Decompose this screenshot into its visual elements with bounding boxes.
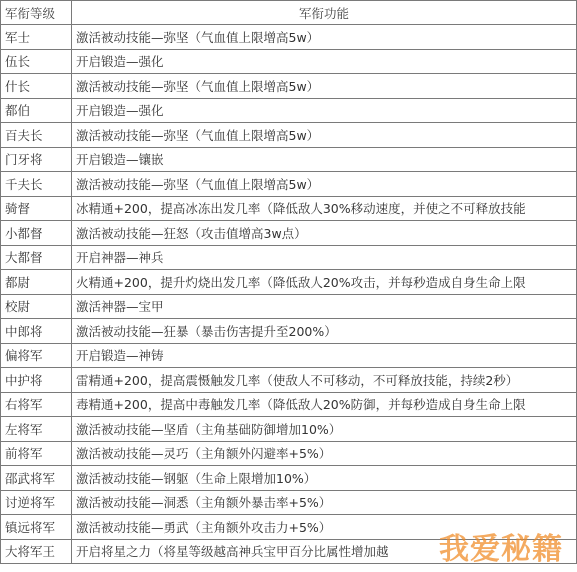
table-row (1, 245, 577, 270)
function-cell: 雷精通+200，提高震慑触发几率（使敌人不可移动，不可释放技能，持续2秒） (72, 368, 577, 393)
rank-cell: 讨逆将军 (1, 490, 72, 515)
rank-cell: 镇远将军 (1, 515, 72, 540)
rank-cell: 百夫长 (1, 123, 72, 148)
rank-cell: 左将军 (1, 417, 72, 442)
table-row (1, 490, 577, 515)
function-cell: 开启锻造—神铸 (72, 343, 577, 368)
rank-cell: 校尉 (1, 294, 72, 319)
function-cell: 激活被动技能—弥坚（气血值上限增高5w） (72, 172, 577, 197)
rank-cell: 中护将 (1, 368, 72, 393)
table-row (1, 368, 577, 393)
watermark-logo: 我爱秘籍 (439, 532, 563, 567)
function-cell: 激活被动技能—勇武（主角额外攻击力+5%） (72, 515, 577, 540)
header-rank-level: 军衔等级 (1, 1, 72, 25)
rank-cell: 千夫长 (1, 172, 72, 197)
function-cell: 开启锻造—强化 (72, 49, 577, 74)
rank-cell: 军士 (1, 25, 72, 50)
function-cell: 激活被动技能—弥坚（气血值上限增高5w） (72, 25, 577, 50)
table-row (1, 74, 577, 99)
rank-cell: 骑督 (1, 196, 72, 221)
table-row (1, 417, 577, 442)
function-cell: 开启神器—神兵 (72, 245, 577, 270)
rank-cell: 什长 (1, 74, 72, 99)
table-row (1, 270, 577, 295)
rank-cell: 小都督 (1, 221, 72, 246)
table-row (1, 466, 577, 491)
table-row (1, 123, 577, 148)
table-row (1, 319, 577, 344)
table-row (1, 441, 577, 466)
table-row (1, 539, 577, 564)
function-cell: 激活被动技能—狂暴（暴击伤害提升至200%） (72, 319, 577, 344)
header-rank-function: 军衔功能 (72, 1, 577, 25)
function-cell: 火精通+200，提升灼烧出发几率（降低敌人20%攻击，并每秒造成自身生命上限 (72, 270, 577, 295)
table-row (1, 196, 577, 221)
function-cell: 激活被动技能—弥坚（气血值上限增高5w） (72, 123, 577, 148)
rank-cell: 门牙将 (1, 147, 72, 172)
function-cell: 激活被动技能—弥坚（气血值上限增高5w） (72, 74, 577, 99)
table-row (1, 98, 577, 123)
table-row (1, 343, 577, 368)
rank-cell: 邵武将军 (1, 466, 72, 491)
function-cell: 激活被动技能—洞悉（主角额外暴击率+5%） (72, 490, 577, 515)
table-header-row (1, 1, 577, 25)
function-cell: 激活被动技能—灵巧（主角额外闪避率+5%） (72, 441, 577, 466)
rank-cell: 都尉 (1, 270, 72, 295)
function-cell: 开启锻造—镶嵌 (72, 147, 577, 172)
rank-cell: 伍长 (1, 49, 72, 74)
function-cell: 开启将星之力（将星等级越高神兵宝甲百分比属性增加越 (72, 539, 577, 564)
function-cell: 激活神器—宝甲 (72, 294, 577, 319)
table-row (1, 172, 577, 197)
table-row (1, 147, 577, 172)
rank-cell: 右将军 (1, 392, 72, 417)
table-row (1, 515, 577, 540)
function-cell: 毒精通+200，提高中毒触发几率（降低敌人20%防御，并每秒造成自身生命上限 (72, 392, 577, 417)
rank-cell: 大都督 (1, 245, 72, 270)
function-cell: 激活被动技能—坚盾（主角基础防御增加10%） (72, 417, 577, 442)
table-row (1, 49, 577, 74)
table-row (1, 294, 577, 319)
function-cell: 激活被动技能—狂怒（攻击值增高3w点） (72, 221, 577, 246)
rank-cell: 大将军王 (1, 539, 72, 564)
table-body (1, 25, 577, 564)
function-cell: 开启锻造—强化 (72, 98, 577, 123)
rank-cell: 前将军 (1, 441, 72, 466)
table-row (1, 221, 577, 246)
rank-cell: 中郎将 (1, 319, 72, 344)
function-cell: 激活被动技能—钢躯（生命上限增加10%） (72, 466, 577, 491)
rank-cell: 偏将军 (1, 343, 72, 368)
table-row (1, 392, 577, 417)
function-cell: 冰精通+200，提高冰冻出发几率（降低敌人30%移动速度，并使之不可释放技能 (72, 196, 577, 221)
rank-cell: 都伯 (1, 98, 72, 123)
table-row (1, 25, 577, 50)
